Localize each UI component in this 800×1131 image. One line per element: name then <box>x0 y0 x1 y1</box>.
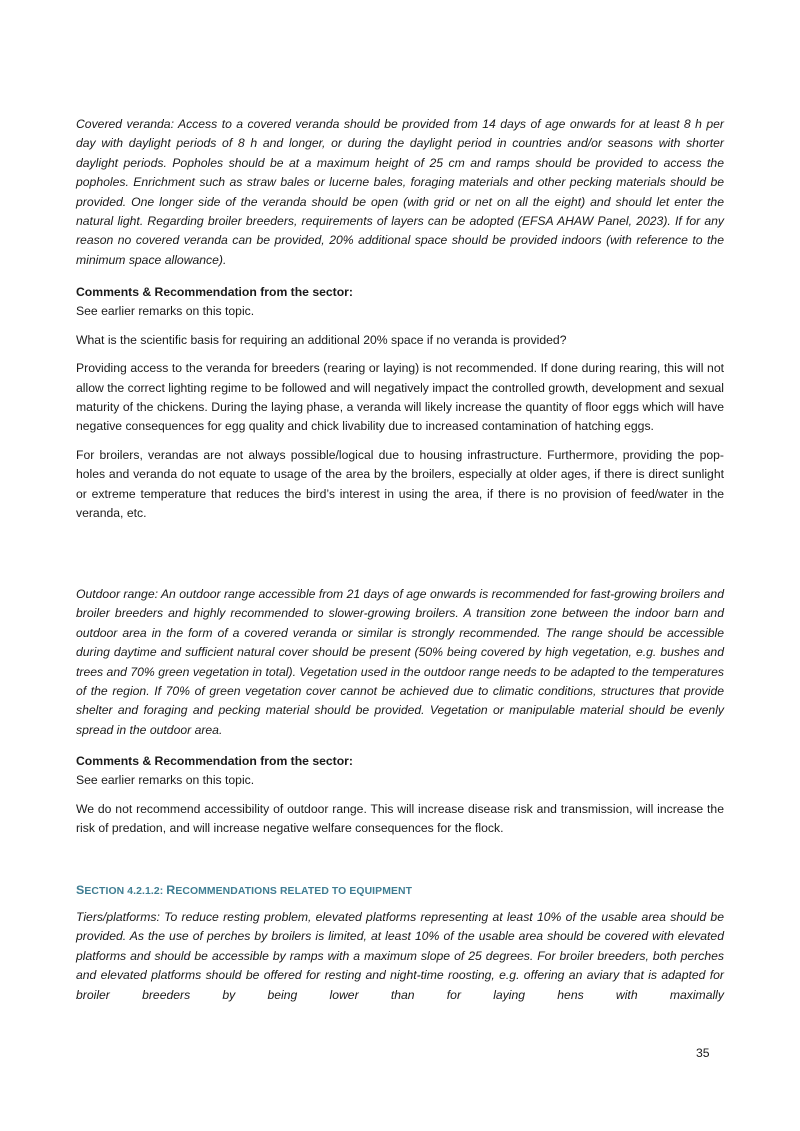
comments-heading: Comments & Recommendation from the sector: <box>76 285 353 299</box>
comment-paragraph: We do not recommend accessibility of outdoor range. This will increase disease risk and transmission, will increase the risk of predation, and will increase negative welfare consequences for the flock. <box>76 801 724 836</box>
section-heading-part: ECTION 4.2.1.2: <box>84 886 167 897</box>
veranda-comments-block <box>76 283 724 523</box>
tiers-platforms-recommendation: Tiers/platforms: To reduce resting problem, elevated platforms representing at least 10% of the usable area should be provided. As the use of perches by broilers is limited, at least 10% of the usable area should be covered with elevated platforms and should be accessible by ramps with a maximum slope of 25 degrees. For broiler breeders, both perches and elevated platforms should be offered for resting and night-time roosting, e.g. offering an aviary that is adapted for broiler breeders by being lower than for laying hens with maximally <box>76 910 724 1002</box>
comment-paragraph: See earlier remarks on this topic. <box>76 304 255 319</box>
section-heading <box>76 881 724 901</box>
outdoor-range-recommendation: Outdoor range: An outdoor range accessible from 21 days of age onwards is recommended for fast-growing broilers and broiler breeders and highly recommended to slower-growing broilers. A transition zone between the indoor barn and outdoor area in the form of a covered veranda or similar is strongly recommended. The range should be accessible during daytime and sufficient natural cover should be present (50% being covered by high vegetation, e.g. bushes and trees and 70% green vegetation in total). Vegetation used in the outdoor range needs to be adapted to the temperatures of the region. If 70% of green vegetation cover cannot be achieved due to climatic conditions, structures that provide shelter and foraging and pecking material should be provided. Vegetation or manipulable material should be evenly spread in the outdoor area. <box>76 587 724 737</box>
section-heading-part: S <box>76 883 85 897</box>
page-number: 35 <box>696 1046 710 1060</box>
comment-paragraph: For broilers, verandas are not always possible/logical due to housing infrastructure. Furthermore, providing the pop-holes and veranda do not equate to usage of the area by the broilers, especially at older ages, if there is direct sunlight or extreme temperature that reduces the bird’s interest in using the area, if there is no provision of feed/water in the veranda, etc. <box>76 447 724 521</box>
covered-veranda-recommendation: Covered veranda: Access to a covered veranda should be provided from 14 days of age onwards for at least 8 h per day with daylight periods of 8 h and longer, or during the daylight period in countries and/or seasons with shorter daylight periods. Popholes should be at a maximum height of 25 cm and ramps should be provided to access the popholes. Enrichment such as straw bales or lucerne bales, foraging materials and other pecking materials should be provided. One longer side of the veranda should be open (with grid or net on all the eight) and should let enter the natural light. Regarding broiler breeders, requirements of layers can be adopted (EFSA AHAW Panel, 2023). If for any reason no covered veranda can be provided, 20% additional space should be provided indoors (with reference to the minimum space allowance). <box>76 117 724 267</box>
comment-paragraph: What is the scientific basis for requiring an additional 20% space if no veranda is provided? <box>76 332 567 347</box>
comments-heading: Comments & Recommendation from the sector: <box>76 754 353 768</box>
comment-paragraph: Providing access to the veranda for breeders (rearing or laying) is not recommended. If done during rearing, this will not allow the correct lighting regime to be followed and will negatively impact the controlled growth, development and sexual maturity of the chickens. During the laying phase, a veranda will likely increase the quantity of floor eggs which will have negative consequences for egg quality and chick livability due to increased contamination of hatching eggs. <box>76 361 724 434</box>
section-heading-part: R <box>166 883 176 897</box>
section-heading-part: ECOMMENDATIONS RELATED TO EQUIPMENT <box>175 886 413 897</box>
outdoor-comments-block <box>76 752 724 839</box>
comment-paragraph: See earlier remarks on this topic. <box>76 773 255 788</box>
